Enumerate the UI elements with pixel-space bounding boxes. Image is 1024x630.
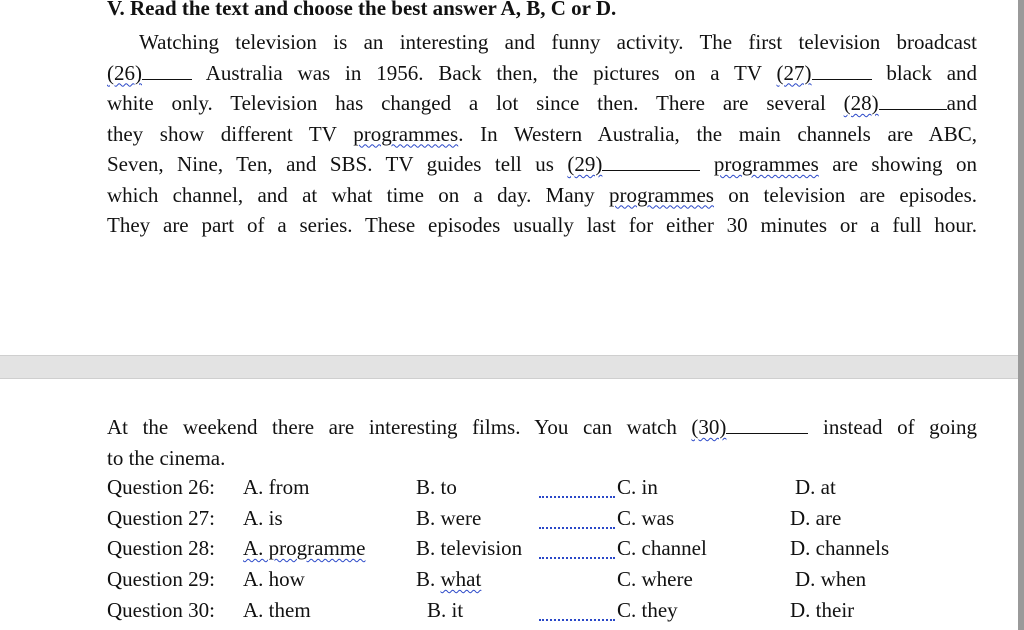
option-a: A. how [243,567,305,591]
passage-line: Seven, Nine, Ten, and SBS. TV guides tell us (29) programmes are showing on [107,152,978,176]
question-label: Question 26: [107,475,215,499]
window-edge [1018,0,1024,630]
blank-number-27: (27) [776,60,812,85]
question-label: Question 29: [107,567,215,591]
option-b: B. were [416,506,482,530]
blank-number-26: (26) [107,60,142,85]
reading-passage [107,27,977,241]
passage-line: (26) Australia was in 1956. Back then, the pictures on a TV (27) black and [107,60,978,85]
option-b: B. what [416,567,482,591]
option-b: B. it [427,598,464,622]
blank-number-30: (30) [691,415,727,439]
option-b: B. television [416,536,523,560]
option-c: C. they [617,598,678,623]
option-a: A. from [243,475,310,499]
option-c: C. where [617,567,693,591]
option-c: C. was [617,506,674,531]
question-label: Question 27: [107,506,215,530]
passage-line: Watching television is an interesting and funny activity. The first television broadcast [139,30,977,54]
question-label: Question 28: [107,536,215,560]
passage-line: white only. Television has changed a lot since then. There are several (28) and [107,91,977,115]
page-break [0,355,1024,379]
option-a: A. them [243,598,311,622]
reading-passage-continued [107,412,977,473]
exercise-heading: V. Read the text and choose the best answer A, B, C or D. [107,0,617,20]
option-a: A. is [243,506,283,530]
passage-line: At the weekend there are interesting films. You can watch (30) instead of going [107,415,978,439]
passage-line: which channel, and at what time on a day. Many programmes on television are episodes. [107,182,977,207]
passage-line: to the cinema. [107,445,226,470]
blank-number-29: (29) [567,152,603,176]
option-d: D. at [795,475,836,499]
option-a: A. programme [243,536,366,560]
passage-line: They are part of a series. These episodes usually last for either 30 minutes or a full hour. [107,213,977,237]
passage-line: they show different TV programmes. In Western Australia, the main channels are ABC, [107,121,978,146]
option-d: D. when [795,567,867,591]
question-label: Question 30: [107,598,215,622]
option-d: D. their [790,598,855,622]
option-d: D. channels [790,536,890,560]
blank-number-28: (28) [843,91,879,115]
option-d: D. are [790,506,842,530]
option-b: B. to [416,475,457,499]
option-c: C. in [617,475,658,500]
option-c: C. channel [617,536,707,561]
